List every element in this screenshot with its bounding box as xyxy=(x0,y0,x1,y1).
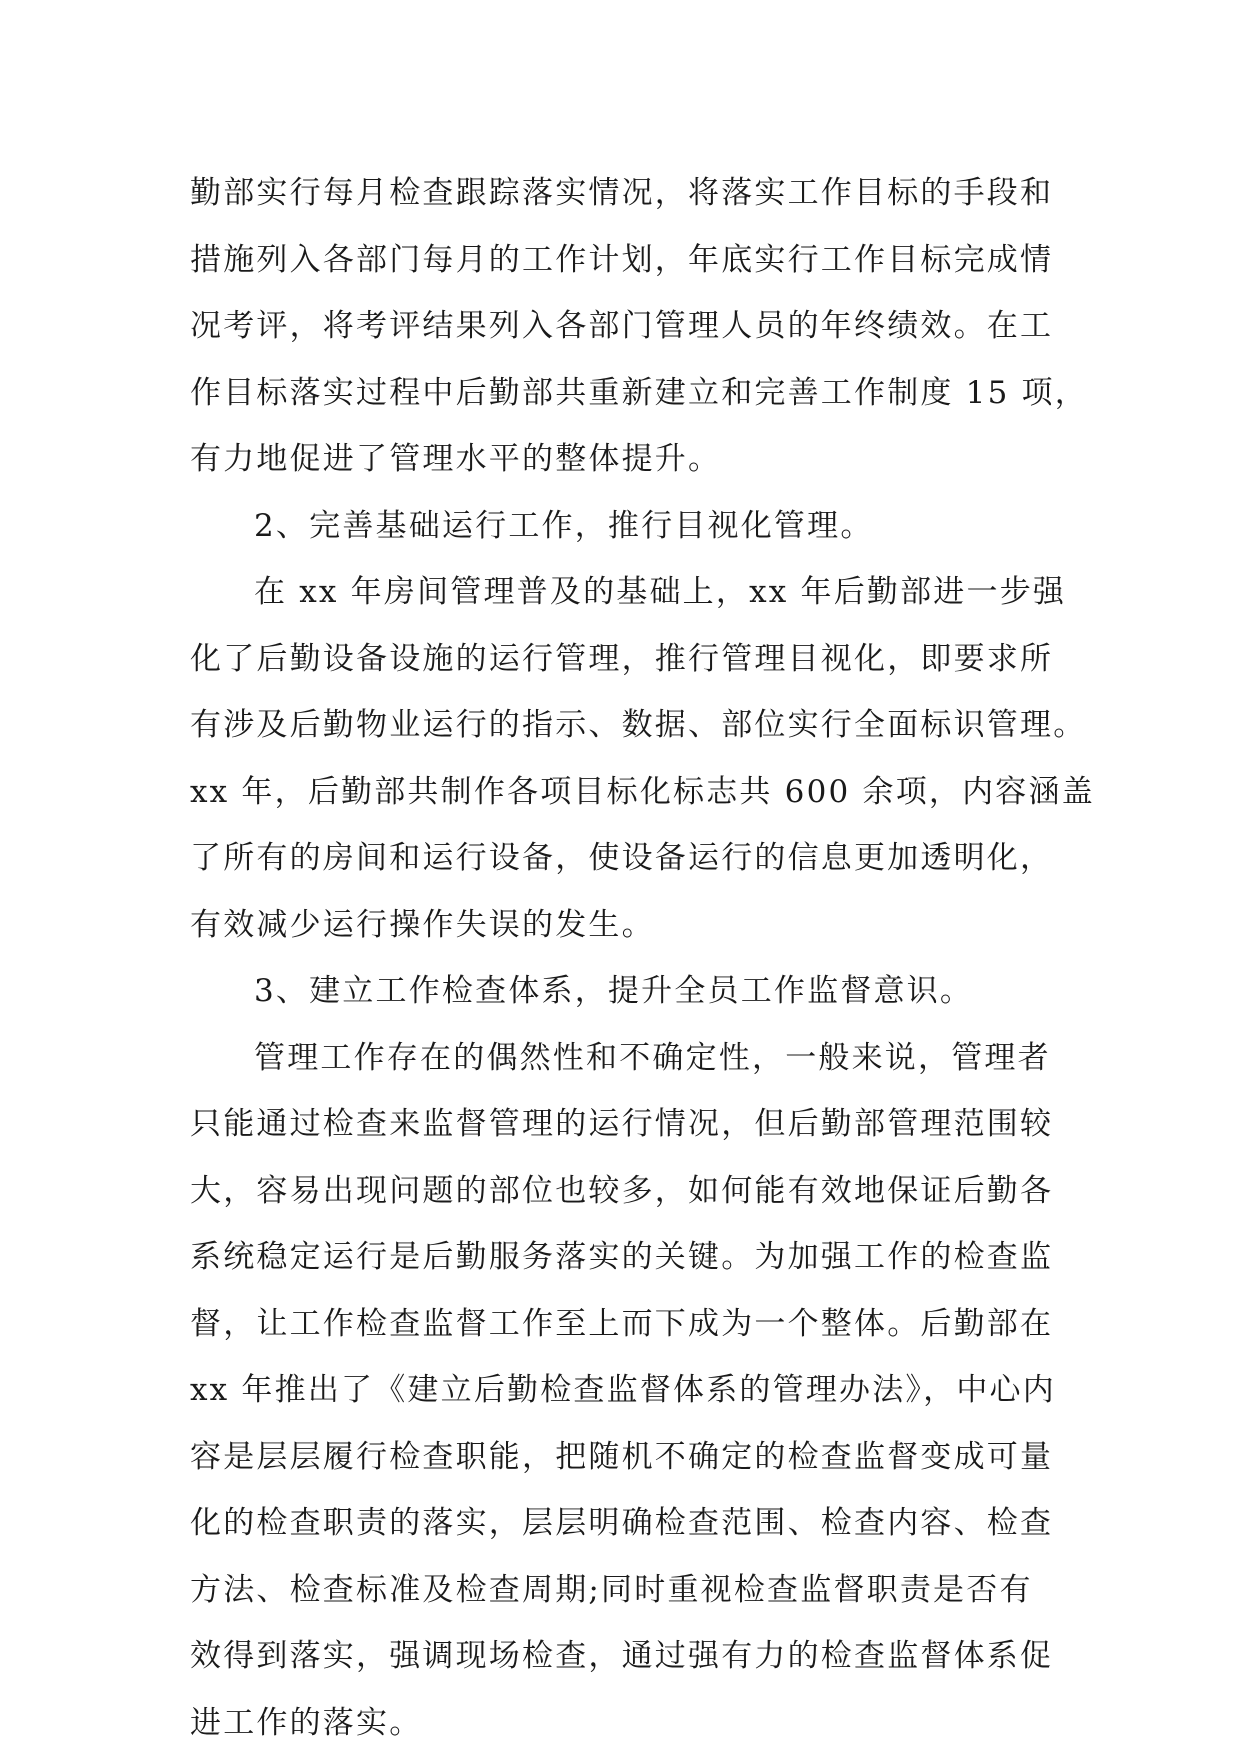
text-line: 有力地促进了管理水平的整体提升。 xyxy=(190,426,1070,493)
heading-line: 2、完善基础运行工作，推行目视化管理。 xyxy=(190,493,1070,560)
text-line: 方法、检查标准及检查周期;同时重视检查监督职责是否有 xyxy=(190,1557,1070,1624)
text-line: 效得到落实，强调现场检查，通过强有力的检查监督体系促 xyxy=(190,1623,1070,1690)
text-line: xx 年推出了《建立后勤检查监督体系的管理办法》，中心内 xyxy=(190,1357,1070,1424)
text-line: 系统稳定运行是后勤服务落实的关键。为加强工作的检查监 xyxy=(190,1224,1070,1291)
text-line: 勤部实行每月检查跟踪落实情况，将落实工作目标的手段和 xyxy=(190,160,1070,227)
text-line: 督，让工作检查监督工作至上而下成为一个整体。后勤部在 xyxy=(190,1291,1070,1358)
text-line: 况考评，将考评结果列入各部门管理人员的年终绩效。在工 xyxy=(190,293,1070,360)
text-line: 有效减少运行操作失误的发生。 xyxy=(190,892,1070,959)
section-heading-2 xyxy=(190,493,1070,560)
heading-line: 3、建立工作检查体系，提升全员工作监督意识。 xyxy=(190,958,1070,1025)
paragraph-visual-management xyxy=(190,559,1070,958)
section-heading-3 xyxy=(190,958,1070,1025)
text-line: 了所有的房间和运行设备，使设备运行的信息更加透明化， xyxy=(190,825,1070,892)
text-line: 容是层层履行检查职能，把随机不确定的检查监督变成可量 xyxy=(190,1424,1070,1491)
paragraph-goal-implementation xyxy=(190,160,1070,493)
document-body xyxy=(190,160,1070,1756)
text-line: 管理工作存在的偶然性和不确定性，一般来说，管理者 xyxy=(190,1025,1070,1092)
text-line: 只能通过检查来监督管理的运行情况，但后勤部管理范围较 xyxy=(190,1091,1070,1158)
text-line: 有涉及后勤物业运行的指示、数据、部位实行全面标识管理。 xyxy=(190,692,1070,759)
text-line: 措施列入各部门每月的工作计划，年底实行工作目标完成情 xyxy=(190,227,1070,294)
paragraph-inspection-system xyxy=(190,1025,1070,1756)
text-line: 化了后勤设备设施的运行管理，推行管理目视化，即要求所 xyxy=(190,626,1070,693)
text-line: xx 年，后勤部共制作各项目标化标志共 600 余项，内容涵盖 xyxy=(190,759,1070,826)
text-line: 作目标落实过程中后勤部共重新建立和完善工作制度 15 项， xyxy=(190,360,1070,427)
text-line: 大，容易出现问题的部位也较多，如何能有效地保证后勤各 xyxy=(190,1158,1070,1225)
text-line: 进工作的落实。 xyxy=(190,1690,1070,1756)
text-line: 在 xx 年房间管理普及的基础上，xx 年后勤部进一步强 xyxy=(190,559,1070,626)
text-line: 化的检查职责的落实，层层明确检查范围、检查内容、检查 xyxy=(190,1490,1070,1557)
